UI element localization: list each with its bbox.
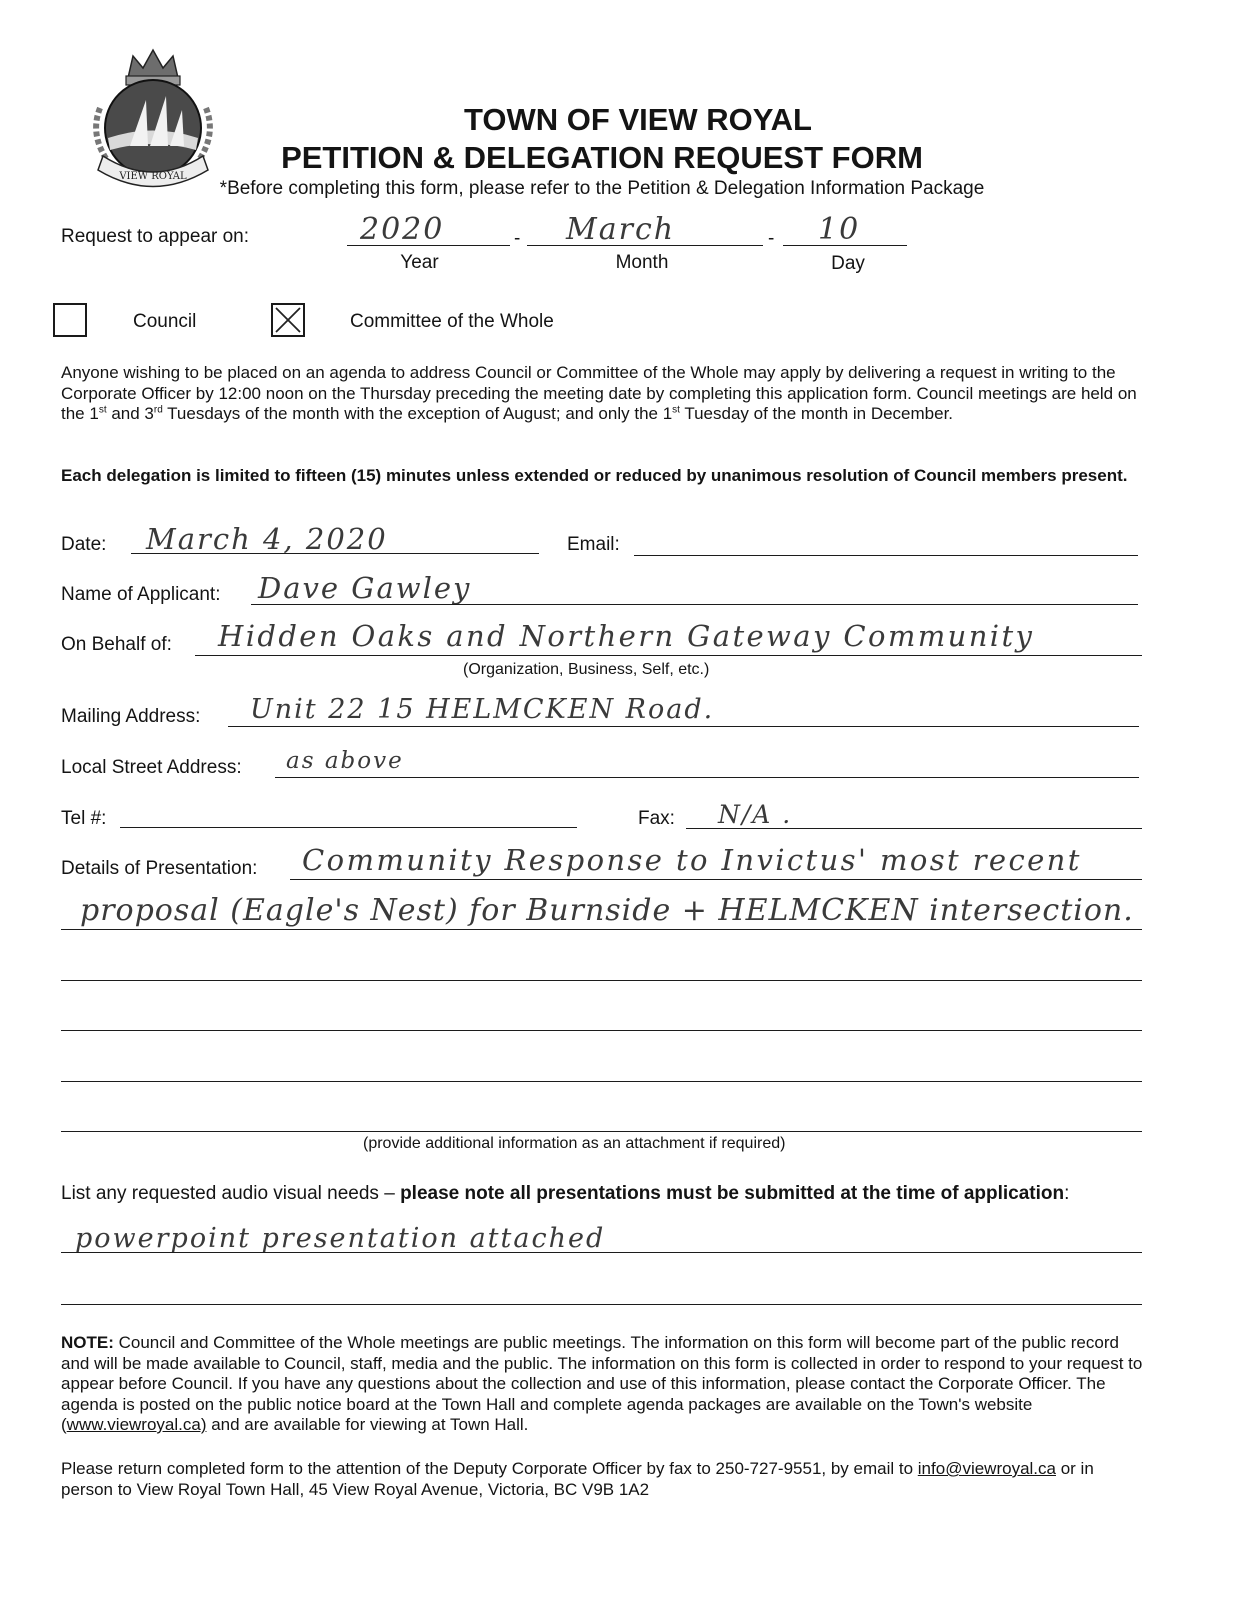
fax-label: Fax:	[638, 808, 675, 829]
date-label: Date:	[61, 534, 107, 555]
av-needs-label: List any requested audio visual needs – please note all presentations must be submitted at the time of application:	[61, 1183, 1070, 1204]
details-hint: (provide additional information as an attachment if required)	[363, 1135, 786, 1152]
details-line2-value[interactable]: proposal (Eagle's Nest) for Burnside + HELMCKEN intersection.	[80, 893, 1134, 928]
form-title-line1: TOWN OF VIEW ROYAL	[464, 102, 812, 137]
mailing-line	[228, 726, 1139, 727]
local-address-value[interactable]: as above	[286, 748, 404, 774]
behalf-hint: (Organization, Business, Self, etc.)	[463, 661, 710, 678]
request-month-value[interactable]: March	[566, 212, 676, 247]
date-line	[131, 553, 539, 554]
year-caption: Year	[400, 252, 439, 273]
website-link[interactable]: www.viewroyal.ca)	[66, 1415, 207, 1434]
request-label: Request to appear on:	[61, 226, 250, 247]
details-line-5	[61, 1081, 1142, 1082]
request-year-line	[347, 245, 510, 246]
day-caption: Day	[831, 253, 865, 274]
form-title-line2: PETITION & DELEGATION REQUEST FORM	[281, 140, 923, 175]
tel-label: Tel #:	[61, 808, 107, 829]
date-value[interactable]: March 4, 2020	[146, 522, 388, 556]
request-dash-1: -	[514, 228, 521, 249]
return-instructions: Please return completed form to the attention of the Deputy Corporate Officer by fax to 250-727-9551, by email to info@viewroyal.ca or in person to View Royal Town Hall, 45 View Royal Avenue, Victoria, BC V9B 1A2	[61, 1459, 1094, 1499]
tel-line	[120, 827, 577, 828]
applicant-line	[251, 604, 1138, 605]
mailing-label: Mailing Address:	[61, 706, 201, 727]
behalf-value[interactable]: Hidden Oaks and Northern Gateway Community	[218, 619, 1035, 653]
behalf-line	[195, 655, 1142, 656]
av-needs-value[interactable]: powerpoint presentation attached	[75, 1223, 606, 1254]
details-line-6	[61, 1131, 1142, 1132]
details-line-4	[61, 1030, 1142, 1031]
request-day-value[interactable]: 10	[818, 212, 861, 247]
logo-banner-text: VIEW ROYAL	[119, 171, 187, 182]
form-header-note: *Before completing this form, please refer to the Petition & Delegation Information Package	[219, 178, 985, 199]
request-dash-2: -	[768, 228, 775, 249]
council-checkbox[interactable]	[53, 303, 87, 337]
request-day-line	[783, 245, 907, 246]
request-year-value[interactable]: 2020	[360, 212, 445, 247]
month-caption: Month	[615, 252, 669, 273]
av-line-2	[61, 1304, 1142, 1305]
committee-label: Committee of the Whole	[350, 311, 554, 332]
details-line-3	[61, 980, 1142, 981]
intro-paragraph: Anyone wishing to be placed on an agenda to address Council or Committee of the Whole may apply by delivering a request in writing to the Corporate Officer by 12:00 noon on the Thursday preceding the meeting date by completing this application form. Council meetings are held on the 1st and 3rd Tuesdays of the month with the exception of August; and only the 1st Tuesday of the month in December.	[61, 363, 1137, 423]
details-line-2	[61, 929, 1142, 930]
local-address-label: Local Street Address:	[61, 757, 242, 778]
privacy-note: NOTE: Council and Committee of the Whole meetings are public meetings. The information on this form will become part of the public record and will be made available to Council, staff, media and the public. The information on this form is collected in order to respond to your request to appear before Council. If you have any questions about the collection and use of this information, please contact the Corporate Officer. The agenda is posted on the public notice board at the Town Hall and complete agenda packages are available on the Town's website (www.viewroyal.ca) and are available for viewing at Town Hall.	[61, 1333, 1143, 1434]
behalf-label: On Behalf of:	[61, 634, 172, 655]
details-line1-value[interactable]: Community Response to Invictus' most recent	[302, 843, 1082, 877]
applicant-label: Name of Applicant:	[61, 584, 221, 605]
committee-checkbox[interactable]	[271, 303, 305, 337]
av-line-1	[61, 1252, 1142, 1253]
details-line-1	[290, 879, 1142, 880]
local-address-line	[275, 777, 1139, 778]
checkmark-x-icon	[273, 305, 303, 335]
fax-value[interactable]: N/A .	[718, 800, 793, 829]
fax-line	[686, 828, 1142, 829]
delegation-limit-notice: Each delegation is limited to fifteen (15) minutes unless extended or reduced by unanimous resolution of Council members present.	[61, 466, 1128, 485]
email-line	[634, 555, 1138, 556]
applicant-value[interactable]: Dave Gawley	[258, 571, 472, 605]
email-link[interactable]: info@viewroyal.ca	[917, 1459, 1056, 1478]
details-label: Details of Presentation:	[61, 858, 258, 879]
council-label: Council	[133, 311, 197, 332]
mailing-value[interactable]: Unit 22 15 HELMCKEN Road.	[250, 694, 715, 725]
email-label: Email:	[567, 534, 620, 555]
request-month-line	[527, 245, 763, 246]
